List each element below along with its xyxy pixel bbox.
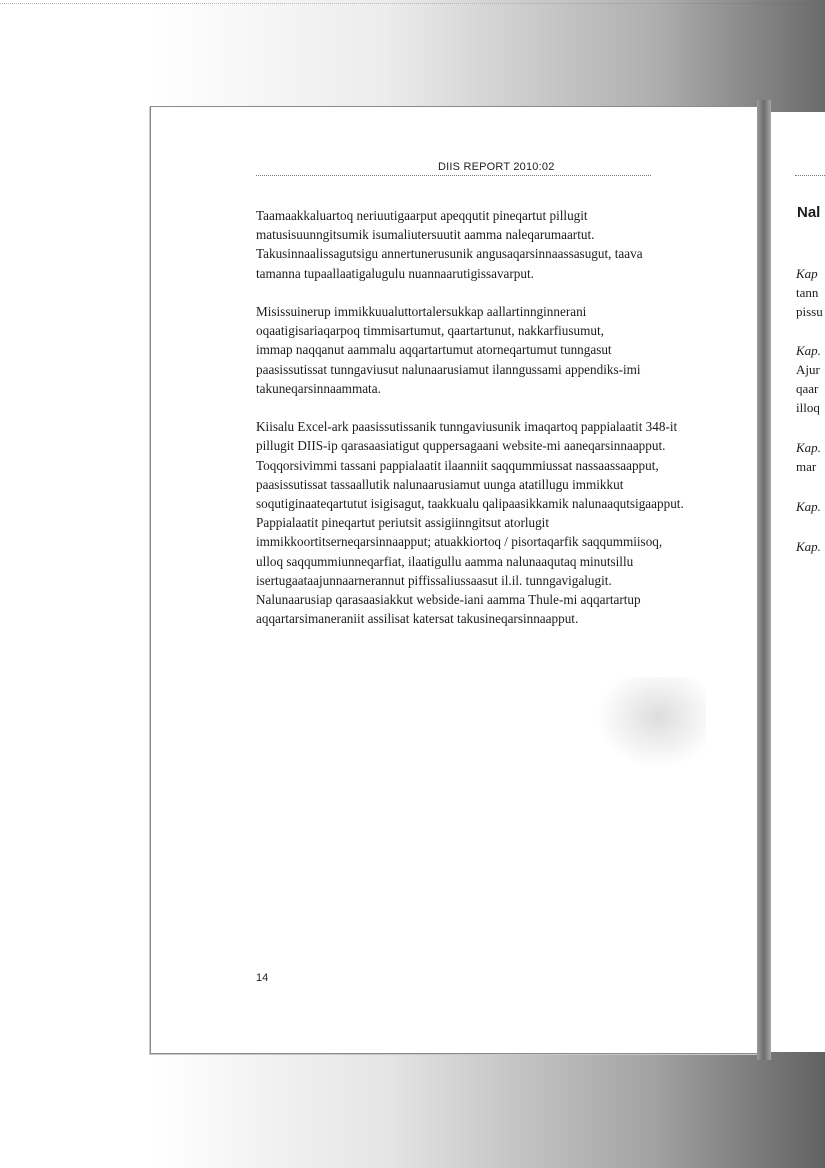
facing-heading: Nal — [797, 204, 821, 221]
text-line: Takusinnaalissagutsigu annertunerusunik angusaqarsinnaassasugut, taava — [256, 246, 643, 262]
scan-shadow-top — [150, 0, 825, 112]
body-text — [256, 206, 736, 648]
book-spine-shadow — [757, 100, 771, 1060]
text-line: ulloq saqqummiunneqarfiat, ilaatigullu aamma nalunaaqutaq minutsillu — [256, 553, 634, 569]
text-line: immikkoortitserneqarsinnaapput; atuakkiortoq / pisortaqarfik saqqummiisoq, — [256, 534, 663, 550]
text-line: aqqartarsimaneraniit assilisat katersat takusineqarsinnaapput. — [256, 611, 579, 627]
text-line: pillugit DIIS-ip qarasaasiatigut quppersagaani website-mi aaneqarsinnaapput. — [256, 438, 666, 454]
paragraph-2 — [256, 302, 736, 398]
facing-line-fragment: pissu — [796, 304, 823, 319]
facing-line-fragment: tann — [796, 285, 819, 300]
text-line: Taamaakkaluartoq neriuutigaarput apeqqutit pineqartut pillugit — [256, 208, 588, 223]
facing-line-fragment: Kap — [796, 266, 818, 281]
text-line: oqaatigisariaqarpoq timmisartumut, qaartartunut, nakkarfiusumut, — [256, 323, 604, 339]
faded-smudge — [586, 677, 706, 777]
facing-line-fragment: Kap. — [796, 343, 821, 358]
text-line: takuneqarsinnaammata. — [256, 380, 381, 396]
facing-line-fragment: Kap. — [796, 499, 821, 514]
text-line: matusisuunngitsumik isumaliutersuutit aamma naleqarumaartut. — [256, 227, 595, 243]
facing-line-fragment: Ajur — [796, 362, 820, 377]
scan-shadow-bottom — [150, 1052, 825, 1168]
text-line: Kiisalu Excel-ark paasissutissanik tunngaviusunik imaqartoq pappialaatit 348-it — [256, 419, 678, 435]
facing-line-fragment: Kap. — [796, 539, 821, 554]
text-line: Pappialaatit pineqartut periutsit assigiinngitsut atorlugit — [256, 515, 550, 531]
facing-header-rule — [795, 175, 825, 176]
facing-line-fragment: qaar — [796, 381, 819, 396]
text-line: Toqqorsivimmi tassani pappialaatit ilaanniit saqqummiussat nassaassaapput, — [256, 457, 659, 473]
facing-line-fragment: mar — [796, 459, 817, 474]
text-line: Nalunaarusiap qarasaasiakkut webside-iani aamma Thule-mi aqqartartup — [256, 592, 641, 608]
running-header-title: DIIS REPORT 2010:02 — [438, 161, 555, 173]
text-line: isertugaataajunnaarnerannut piffissaliussaasut il.il. tunngavigalugit. — [256, 572, 612, 588]
text-line: soqutiginaateqartutut isigisagut, taakkualu qalipaasikkamik nalunaaqutsigaapput. — [256, 496, 684, 512]
paragraph-3 — [256, 417, 736, 628]
text-line: immap naqqanut aammalu aqqartartumut atorneqartumut tunngasut — [256, 342, 612, 358]
text-line: tamanna tupaallaatigalugulu nuannaarutigissavarput. — [256, 265, 534, 281]
text-line: paasissutissat tunngaviusut nalunaarusiamut ilanngussami appendiks-imi — [256, 361, 641, 377]
paragraph-1 — [256, 206, 736, 283]
facing-line-fragment: Kap. — [796, 440, 821, 455]
page-number: 14 — [256, 972, 269, 984]
text-line: Misissuinerup immikkuualuttortalersukkap aallartinnginnerani — [256, 304, 587, 319]
text-line: paasissutissat tassaallutik nalunaarusiamut uunga atatillugu immikkut — [256, 476, 624, 492]
document-page — [150, 106, 758, 1054]
header-rule — [256, 175, 651, 176]
facing-line-fragment: illoq — [796, 400, 820, 415]
facing-page — [771, 150, 825, 1050]
